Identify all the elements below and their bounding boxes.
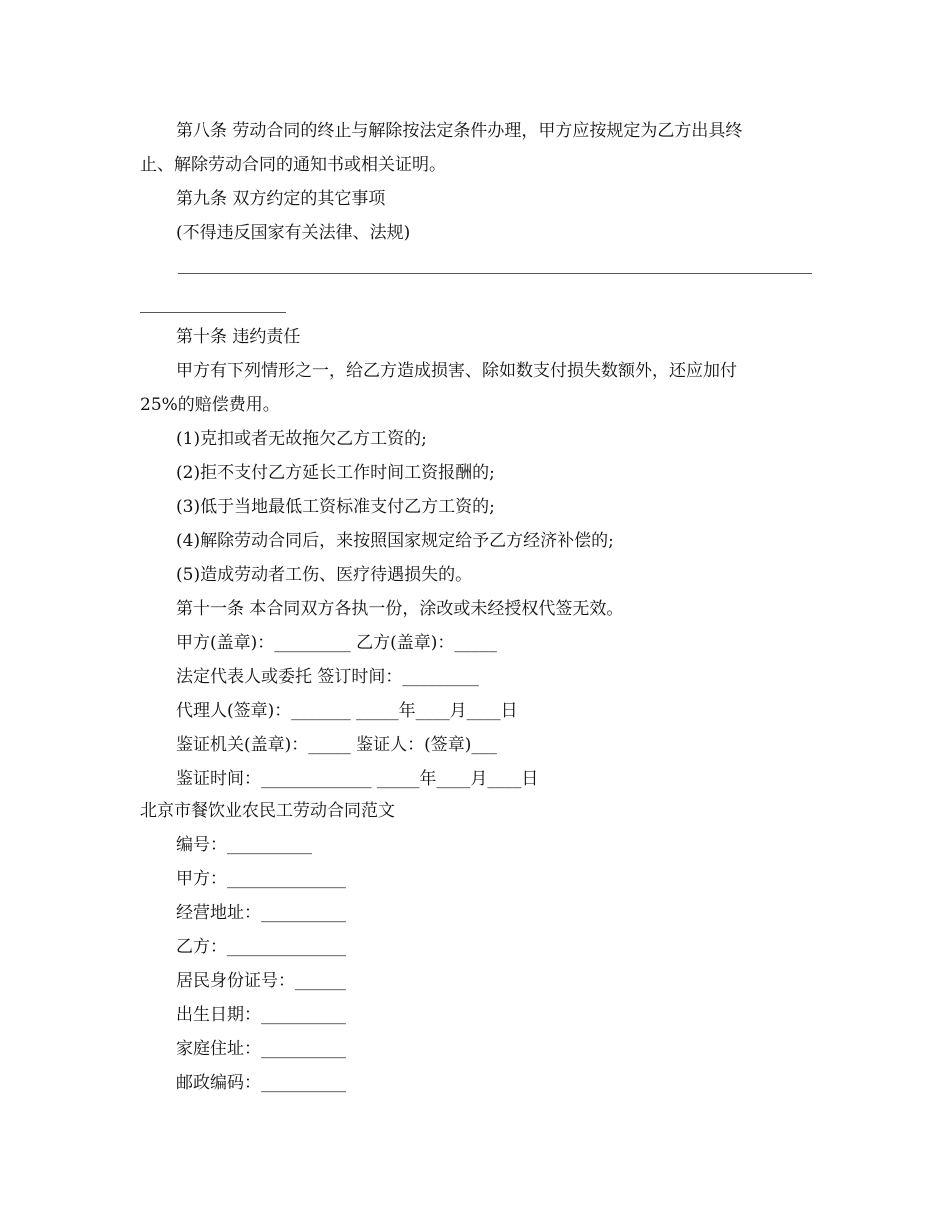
- form-field: 经营地址：__________: [176, 903, 346, 923]
- form-field: 乙方：______________: [176, 937, 346, 957]
- form-field: 出生日期：__________: [176, 1005, 346, 1025]
- signature-line: 鉴证机关(盖章)：_____ 鉴证人：(签章)___: [176, 735, 497, 755]
- blank-line-1: [178, 273, 812, 274]
- list-item: (4)解除劳动合同后，来按照国家规定给予乙方经济补偿的;: [176, 531, 614, 551]
- list-item: (2)拒不支付乙方延长工作时间工资报酬的;: [176, 463, 495, 483]
- article9-title: 第九条 双方约定的其它事项: [176, 189, 386, 209]
- form-field: 邮政编码：__________: [176, 1073, 346, 1093]
- signature-line: 甲方(盖章)：_________ 乙方(盖章)：_____: [176, 633, 497, 653]
- list-item: (5)造成劳动者工伤、医疗待遇损失的。: [176, 565, 473, 585]
- form-field: 居民身份证号：______: [176, 971, 346, 991]
- form-field: 家庭住址：__________: [176, 1039, 346, 1059]
- signature-line: 法定代表人或委托 签订时间：_________: [176, 667, 479, 687]
- list-item: (3)低于当地最低工资标准支付乙方工资的;: [176, 497, 495, 517]
- article10-intro-line1: 甲方有下列情形之一，给乙方造成损害、除如数支付损失数额外，还应加付: [176, 361, 737, 381]
- article9-note: (不得违反国家有关法律、法规): [176, 223, 411, 243]
- article8-line2: 止、解除劳动合同的通知书或相关证明。: [140, 155, 446, 175]
- form-field: 编号：__________: [176, 835, 312, 855]
- form-field: 甲方：______________: [176, 869, 346, 889]
- article10-title: 第十条 违约责任: [176, 327, 301, 347]
- article11-text: 第十一条 本合同双方各执一份，涂改或未经授权代签无效。: [176, 599, 624, 619]
- signature-line: 代理人(签章)：_______ _____年____月____日: [176, 701, 518, 721]
- blank-line-2: [140, 312, 286, 313]
- contract-title: 北京市餐饮业农民工劳动合同范文: [140, 801, 395, 821]
- article10-intro-line2: 25%的赔偿费用。: [140, 395, 280, 415]
- signature-line: 鉴证时间：_____________ _____年____月____日: [176, 769, 539, 789]
- list-item: (1)克扣或者无故拖欠乙方工资的;: [176, 429, 427, 449]
- article8-line1: 第八条 劳动合同的终止与解除按法定条件办理，甲方应按规定为乙方出具终: [176, 121, 743, 141]
